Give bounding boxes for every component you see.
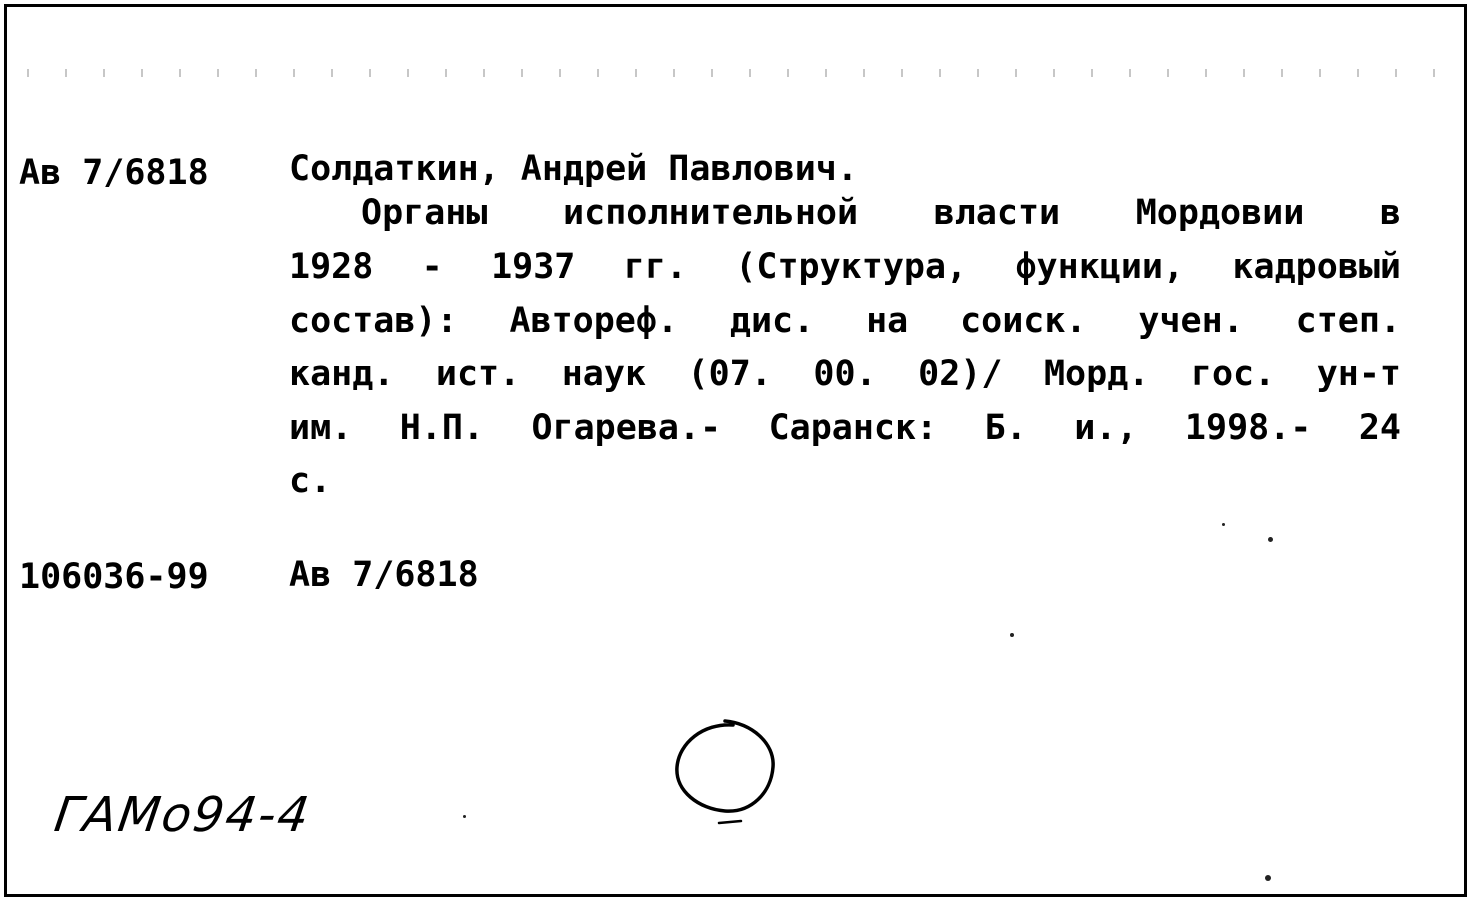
- speck: [1265, 875, 1271, 881]
- catalog-card: [4, 4, 1467, 897]
- title-line-4: канд. ист. наук (07. 00. 02)/ Морд. гос. ун-т: [289, 354, 1401, 394]
- title-line-5: им. Н.П. Огарева.- Саранск: Б. и., 1998.- 24: [289, 408, 1401, 448]
- stamp-circle: [667, 713, 787, 833]
- title-line-3: состав): Автореф. дис. на соиск. учен. степ.: [289, 301, 1401, 341]
- title-line-6: с.: [289, 461, 332, 501]
- inventory-number: 106036-99: [19, 557, 209, 597]
- speck: [1222, 523, 1225, 526]
- inventory-shelf-mark: Ав 7/6818: [289, 555, 479, 595]
- speck: [1268, 537, 1273, 542]
- scan-noise: [27, 69, 1447, 77]
- title-line-2: 1928 - 1937 гг. (Структура, функции, кадровый: [289, 247, 1401, 287]
- author-heading: Солдаткин, Андрей Павлович.: [289, 149, 858, 189]
- handwritten-note: ГАМо94-4: [51, 787, 315, 843]
- speck: [463, 815, 466, 818]
- speck: [1010, 633, 1014, 637]
- shelf-mark: Ав 7/6818: [19, 153, 209, 193]
- title-line-1: Органы исполнительной власти Мордовии в: [361, 193, 1401, 233]
